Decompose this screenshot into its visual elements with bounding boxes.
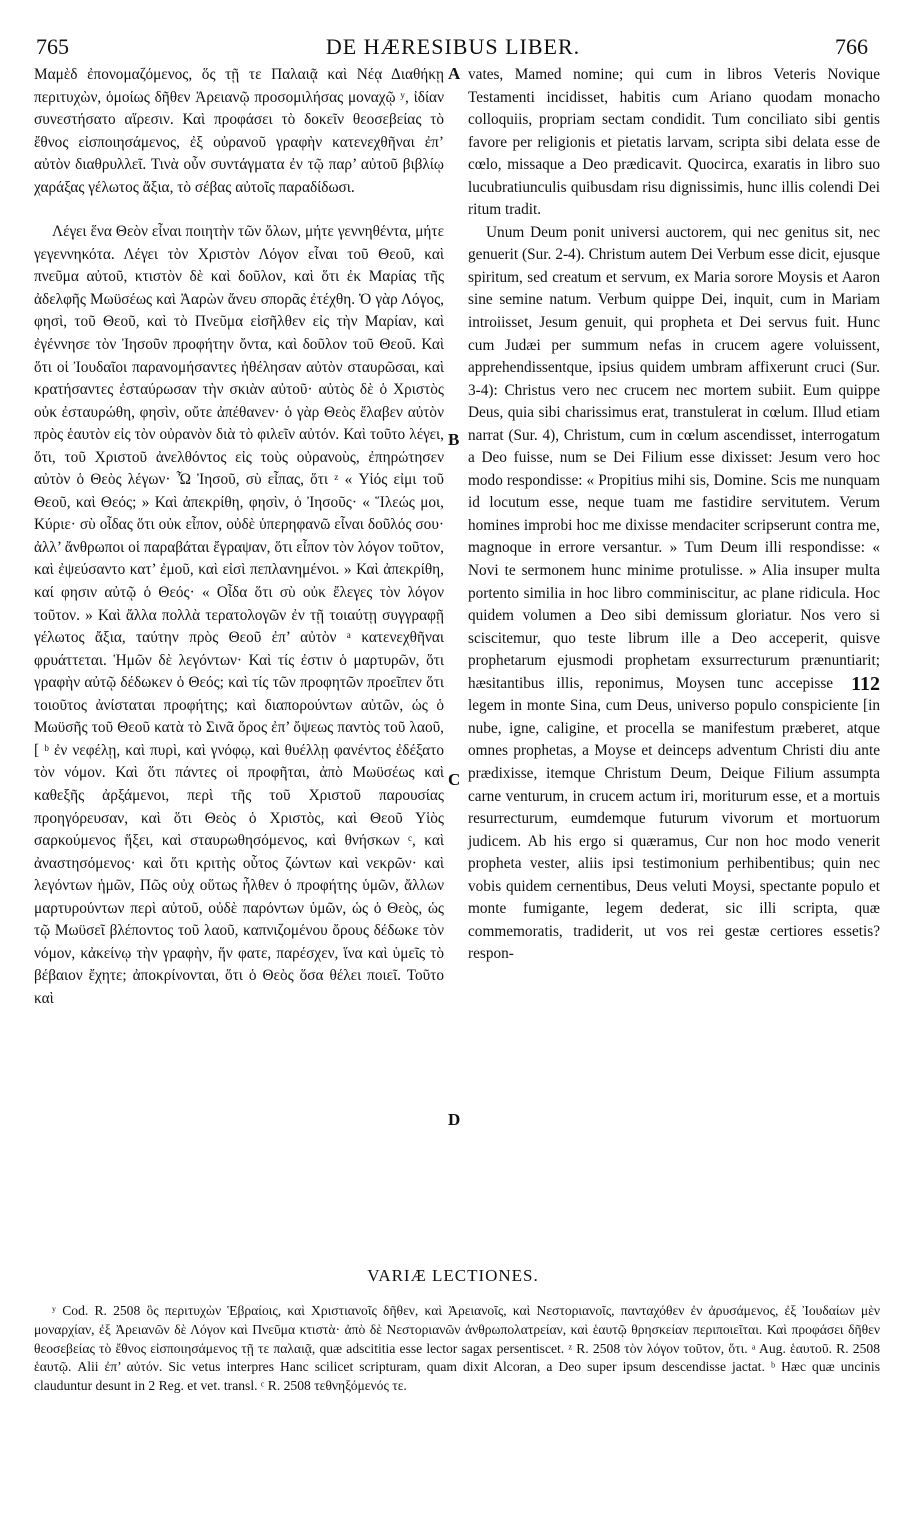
greek-paragraph-1: Μαμὲδ ἐπονομαζόμενος, ὅς τῇ τε Παλαιᾷ καὶ Νέᾳ Διαθήκῃ περιτυχὼν, ὁμοίως δῆθεν Ἀρειανῷ προσομιλήσας μοναχῷ ʸ, ἰδίαν συνεστήσατο αἵρεσιν. Καὶ προφάσει τὸ δοκεῖν θεοσεβείας τὸ ἔθνος εἰσποιησάμενος, ἐξ οὐρανοῦ γραφὴν κατενεχθῆναι ἐπ’ αὐτὸν διαθρυλλεῖ. Τινὰ οὖν συντάγματα ἐν τῷ παρ’ αὐτοῦ βιβλίῳ χαράξας γέλωτος ἄξια, τὸ σέβας αὐτοῖς παραδίδωσι. — [34, 66, 444, 196]
section-marker-b: B — [448, 430, 460, 449]
latin-column — [468, 64, 880, 966]
latin-paragraph-2 — [468, 222, 880, 966]
section-marker-c: C — [448, 770, 461, 789]
greek-paragraph-2: Λέγει ἕνα Θεὸν εἶναι ποιητὴν τῶν ὅλων, μήτε γεννηθέντα, μήτε γεγεννηκότα. Λέγει τὸν Χριστὸν Λόγον εἶναι τοῦ Θεοῦ, καὶ πνεῦμα αὐτοῦ, κτιστὸν δὲ καὶ δοῦλον, καὶ ὅτι ἐκ Μαρίας τῆς ἀδελφῆς Μωϋσέως καὶ Ἀαρὼν ἄνευ σπορᾶς ἐτέχθη. Ὁ γὰρ Λόγος, φησὶ, τοῦ Θεοῦ, καὶ τὸ Πνεῦμα εἰσῆλθεν εἰς τὴν Μαρίαν, καὶ ἐγέννησε τὸν Ἰησοῦν προφήτην ὄντα, καὶ δοῦλον τοῦ Θεοῦ. Καὶ ὅτι οἱ Ἰουδαῖοι παρανομήσαντες ἠθέλησαν αὐτὸν σταυρῶσαι, καὶ κρατήσαντες ἐσταύρωσαν τὴν σκιὰν αὐτοῦ· αὐτὸς δὲ ὁ Χριστὸς οὐκ ἐσταυρώθη, φησὶν, οὔτε ἀπέθανεν· ὁ γὰρ Θεὸς ἔλαβεν αὐτὸν πρὸς ἑαυτὸν εἰς τὸν οὐρανὸν διὰ τὸ φιλεῖν αὐτόν. Καὶ τοῦτο λέγει, ὅτι, τοῦ Χριστοῦ ἀνελθόντος εἰς τοὺς οὐρανοὺς, ἐπηρώτησεν αὐτὸν ὁ Θεὸς λέγων· Ὦ Ἰησοῦ, σὺ εἶπας, ὅτι ᶻ « Υἱός εἰμι τοῦ Θεοῦ, καὶ Θεός; » Καὶ ἀπεκρίθη, φησὶν, ὁ Ἰησοῦς· « Ἵλεώς μοι, Κύριε· σὺ οἶδας ὅτι οὐκ εἶπον, οὐδὲ ὑπερηφανῶ εἶναι δοῦλός σου· ἀλλ’ ἄνθρωποι οἱ παραβάται ἔγραψαν, ὅτι εἶπον τὸν λόγον τοῦτον, καὶ ἐψεύσαντο κατ’ ἐμοῦ, καὶ εἰσὶ πεπλανημένοι. » Καὶ ἀπεκρίθη, καί φησιν αὐτῷ ὁ Θεός· « Οἶδα ὅτι σὺ οὐκ ἔλεγες τὸν λόγον τοῦτον. » Καὶ ἄλλα πολλὰ τερατολογῶν ἐν τῇ τοιαύτῃ συγγραφῇ γέλωτος ἄξια, ταύτην πρὸς Θεοῦ ἐπ’ αὐτὸν ᵃ κατενεχθῆναι φρυάττεται. Ἡμῶν δὲ λεγόντων· Καὶ τίς ἐστιν ὁ μαρτυρῶν, ὅτι γραφὴν αὐτῷ δέδωκεν ὁ Θεός; καὶ τίς τῶν προφητῶν προεῖπεν ὅτι τοιοῦτος ἀνίσταται προφήτης; καὶ διαπορούντων αὐτῶν, ὡς ὁ Μωϋσῆς τοῦ Θεοῦ κατὰ τὸ Σινᾶ ὄρος ἐπ’ ὄψεως παντὸς τοῦ λαοῦ, [ ᵇ ἐν νεφέλῃ, καὶ πυρὶ, καὶ γνόφῳ, καὶ θυέλλῃ φανέντος ἐδέξατο τὸν νόμον. Καὶ ὅτι πάντες οἱ προφῆται, ἀπὸ Μωϋσέως καὶ καθεξῆς ἀρξάμενοι, περὶ τῆς τοῦ Χριστοῦ παρουσίας προηγόρευσαν, καὶ ὅτι Θεὸς ὁ Χριστὸς, καὶ Θεοῦ Υἱὸς σαρκούμενος ἥξει, καὶ σταυρωθησόμενος, καὶ θνήσκων ᶜ, καὶ ἀναστησόμενος· καὶ ὅτι κριτὴς οὗτος ζώντων καὶ νεκρῶν· καὶ λεγόντων ἡμῶν, Πῶς οὐχ οὕτως ἦλθεν ὁ προφήτης ὑμῶν, ἄλλων μαρτυρούντων περὶ αὐτοῦ, οὐδὲ παρόντων ὑμῶν, ὡς ὁ Θεὸς, ὡς τῷ Μωϋσεῖ βλέποντος τοῦ λαοῦ, καπνιζομένου ὄρους δέδωκε τὸν νόμον, κἀκείνῳ τὴν γραφὴν, ἥν φατε, παρέσχεν, ἵνα καὶ ὑμεῖς τὸ βέβαιον ἔχητε; ἀποκρίνονται, ὅτι ὁ Θεὸς ὅσα θέλει ποιεῖ. Τοῦτο καὶ — [34, 223, 444, 1007]
page-header — [30, 34, 876, 64]
patrologia-column-number: 112 — [851, 672, 880, 695]
variae-lectiones-text: ʸ Cod. R. 2508 ὃς περιτυχὼν Ἑβραίοις, καὶ Χριστιανοῖς δῆθεν, καὶ Ἀρειανοῖς, καὶ Νεστοριανοῖς, πανταχόθεν ἐν ἀρυσάμενος, ἐξ Ἰουδαίων μὲν μοναρχίαν, ἐξ Ἀρειανῶν δὲ Λόγον καὶ Πνεῦμα κτιστὰ· ἀπὸ δὲ Νεστοριανῶν ἀνθρωπολατρείαν, καὶ ἑαυτῷ θρησκείαν περιποιεῖται. Καὶ προφάσει δῆθεν θεοσεβείας τὸ ἔθνος εἰσποιησάμενος τῇ τε παλαιᾷ, quæ adscititia esse lector sagax persentiscet. ᶻ R. 2508 τὸν λόγον τοῦτον, ὅτι. ᵃ Aug. ἑαυτοῦ. R. 2508 ἑαυτῷ. Alii ἐπ’ αὐτόν. Sic vetus interpres Hanc scilicet scripturam, quam dixit Alcoran, a Deo super ipsum descendisse jactat. ᵇ Hæc quæ uncinis clauduntur desunt in 2 Reg. et vet. transl. ᶜ R. 2508 τεθνηξόμενός τε. — [34, 1303, 880, 1394]
latin-paragraph-2-text: Unum Deum ponit universi auctorem, qui nec genitus sit, nec genuerit (Sur. 2-4). Christum autem Dei Verbum esse dicit, ejusque spiritum, sed creatum et servum, ex Maria sorore Moysis et Aaron sine semine natum. Verbum quippe Dei, inquit, cum in Mariam introiisset, Jesum genuit, qui propheta et Dei servus fuit. Hunc cum Judæi per summum nefas in crucem agere voluissent, apprehendissentque, ipsius quidem umbram affixerunt cruci (Sur. 3-4): Christus vero nec crucem nec mortem subiit. Eum quippe Deus, quia sibi charissimus erat, transtulerat in cœlum. Illud etiam narrat (Sur. 4), Christum, cum in cœlum ascendisset, interrogatum a Deo fuisse, num se Dei Filium esse dixisset: Jesum vero hoc modo respondisse: « Propitius mihi sis, Domine. Scis me nunquam id locutum esse, neque tuam me fastidire servitutem. Verum homines improbi hoc me dixisse mendaciter scripserunt contra me, magnoque in errore versantur. » Tum Deum illi respondisse: « Novi te sermonem hunc minime protulisse. » Alia insuper multa portento similia in hoc libro comminiscitur, ac plane ridicula. Hoc quidem volumen a Deo sibi demissum gloriatur. Nos vero si sciscitemur, quo teste librum ille a Deo acceperit, quisve prophetarum ejusmodi prophetam exsurrecturum prænuntiarit; hæsitantibus illis, — [468, 223, 880, 692]
greek-column — [34, 64, 444, 1010]
variae-lectiones-heading: VARIÆ LECTIONES. — [367, 1266, 539, 1285]
page-number-left: 765 — [36, 34, 69, 59]
variae-lectiones — [34, 1302, 880, 1396]
page-number-right: 766 — [835, 34, 868, 59]
section-marker-d: D — [448, 1110, 461, 1129]
running-title: DE HÆRESIBUS LIBER. — [325, 34, 581, 59]
section-marker-a: A — [448, 64, 461, 83]
latin-paragraph-1: vates, Mamed nomine; qui cum in libros Veteris Novique Testamenti incidisset, habitis cum Ariano quodam monacho colloquiis, propriam sectam condidit. Tum conciliato sibi gentis favore per religionis et pietatis larvam, scripta sibi delata esse de cœlo, missaque a Deo prædicavit. Quocirca, exaratis in libro suo lucubratiunculis quibusdam risu dignissimis, hunc illis colendi Dei ritum tradit. — [468, 66, 880, 219]
latin-paragraph-2-continued: reponimus, Moysen tunc accepisse legem in monte Sina, cum Deus, universo populo conspiciente [in nube, igne, caligine, et procella se manifestum præberet, atque omnes prophetas, a Moyse et deinceps adventum Christi diu ante prædixisse, itemque Christum Deum, Deique Filium assumpta carne venturum, in crucem actum iri, moriturum esse, et a mortuis resurrecturum, eumdemque futurum vivorum et mortuorum judicem. Ab his ergo si quæramus, Cur non hoc modo venerit propheta vester, aliis ipsi testimonium perhibentibus; quin nec vobis quidem cernentibus, Deus veluti Moysi, spectante populo et monte fumigante, legem dederat, sic illi scripta, quæ commemoratis, tradiderit, ut vos rei gestæ certiores essetis? respon- — [468, 674, 880, 963]
